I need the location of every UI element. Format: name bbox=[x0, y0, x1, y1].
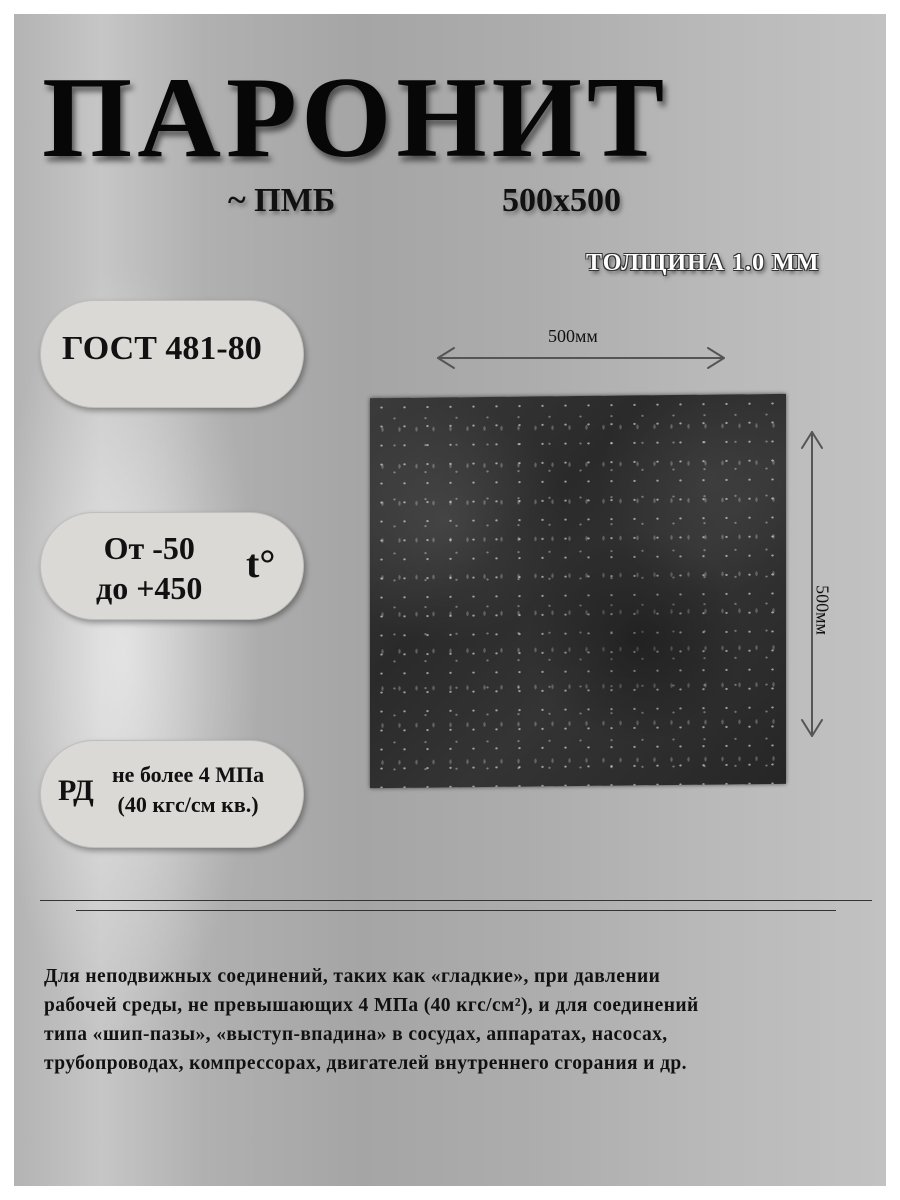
paronite-sheet-image bbox=[370, 394, 786, 788]
description-line: Для неподвижных соединений, таких как «гладкие», при давлении bbox=[44, 966, 661, 987]
pressure-line-1: не более 4 МПа bbox=[112, 762, 265, 787]
width-dimension-label: 500мм bbox=[548, 326, 598, 346]
pressure-label: РД bbox=[58, 774, 94, 807]
temperature-unit: t° bbox=[246, 541, 276, 586]
gost-text: ГОСТ 481-80 bbox=[62, 330, 262, 367]
description bbox=[44, 962, 874, 1078]
divider-top bbox=[40, 900, 872, 901]
horizontal-dimension-arrow-icon bbox=[438, 348, 724, 368]
grade-label: ~ ПМБ bbox=[228, 182, 336, 219]
thickness-label: ТОЛЩИНА 1.0 ММ bbox=[586, 250, 820, 276]
description-line: рабочей среды, не превышающих 4 МПа (40 кгс/см²), и для соединений bbox=[44, 995, 699, 1016]
vertical-dimension-arrow-icon bbox=[802, 432, 822, 736]
temperature-min: От -50 bbox=[103, 530, 195, 566]
description-line: типа «шип-пазы», «выступ-впадина» в сосудах, аппаратах, насосах, bbox=[44, 1024, 668, 1045]
size-label: 500х500 bbox=[502, 182, 621, 219]
product-card bbox=[14, 14, 886, 1186]
pressure-line-2: (40 кгс/см кв.) bbox=[117, 792, 259, 817]
description-line: трубопроводах, компрессорах, двигателей внутреннего сгорания и др. bbox=[44, 1053, 687, 1074]
temperature-max: до +450 bbox=[96, 570, 203, 606]
height-dimension-label: 500мм bbox=[812, 585, 833, 635]
divider-bottom bbox=[76, 910, 836, 911]
product-title: ПАРОНИТ bbox=[42, 54, 670, 182]
